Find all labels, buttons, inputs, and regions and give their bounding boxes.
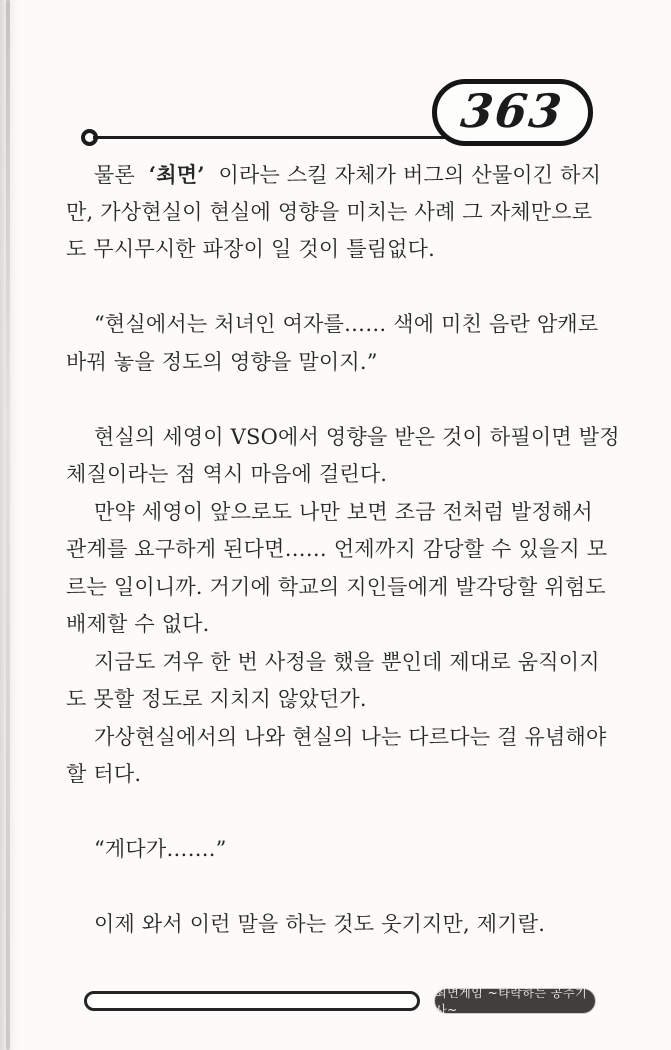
text-line: 이제 와서 이런 말을 하는 것도 웃기지만, 제기랄. [94,912,546,936]
text-line: 만, 가상현실이 현실에 영향을 미치는 사례 그 자체만으로 [66,199,593,224]
footer-pill-ornament [84,991,420,1011]
text-line: 도 못할 정도로 지치지 않았던가. [66,687,367,711]
text-line: 할 터다. [66,762,142,786]
text-line: 지금도 겨우 한 번 사정을 했을 뿐인데 제대로 움직이지 [94,649,600,674]
text-line [66,156,602,194]
text-line: 만약 세영이 앞으로도 나만 보면 조금 전처럼 발정해서 [94,499,593,524]
text-line: 르는 일이니까. 거기에 학교의 지인들에게 발각당할 위험도 [66,574,606,599]
text-line: 바꿔 놓을 정도의 영향을 말이지.” [66,349,378,374]
blank-line [66,794,598,832]
text-segment: 물론 [94,163,149,187]
text-line: 체질이라는 점 역시 마음에 걸린다. [66,462,388,486]
page-edge-line [6,0,10,1050]
series-title: 최면게임 ~타락하는 공주기사~ [435,986,588,1017]
text-line: 관계를 요구하게 된다면…… 언제까지 감당할 수 있을지 모 [66,537,608,561]
text-line: 현실의 세영이 VSO에서 영향을 받은 것이 하필이면 발정 [94,424,620,449]
text-line: 배제할 수 없다. [66,612,210,636]
blank-line [66,269,598,307]
text-segment: 이라는 스킬 자체가 버그의 산물이긴 하지 [204,163,602,187]
series-title-badge [435,986,595,1017]
header-rule [93,136,445,139]
text-line: 가상현실에서의 나와 현실의 나는 다르다는 걸 유념해야 [94,724,607,749]
page-number: 363 [458,83,567,138]
text-line: “현실에서는 처녀인 여자를…… 색에 미친 음란 암캐로 [94,312,599,336]
blank-line [66,381,598,419]
body-text [66,156,620,944]
emphasized-skill-name: ‘최면’ [148,162,205,187]
text-line: 도 무시무시한 파장이 일 것이 틀림없다. [66,237,436,261]
page-number-badge [432,79,593,146]
text-line: “게다가…….” [94,837,227,861]
blank-line [66,869,598,907]
